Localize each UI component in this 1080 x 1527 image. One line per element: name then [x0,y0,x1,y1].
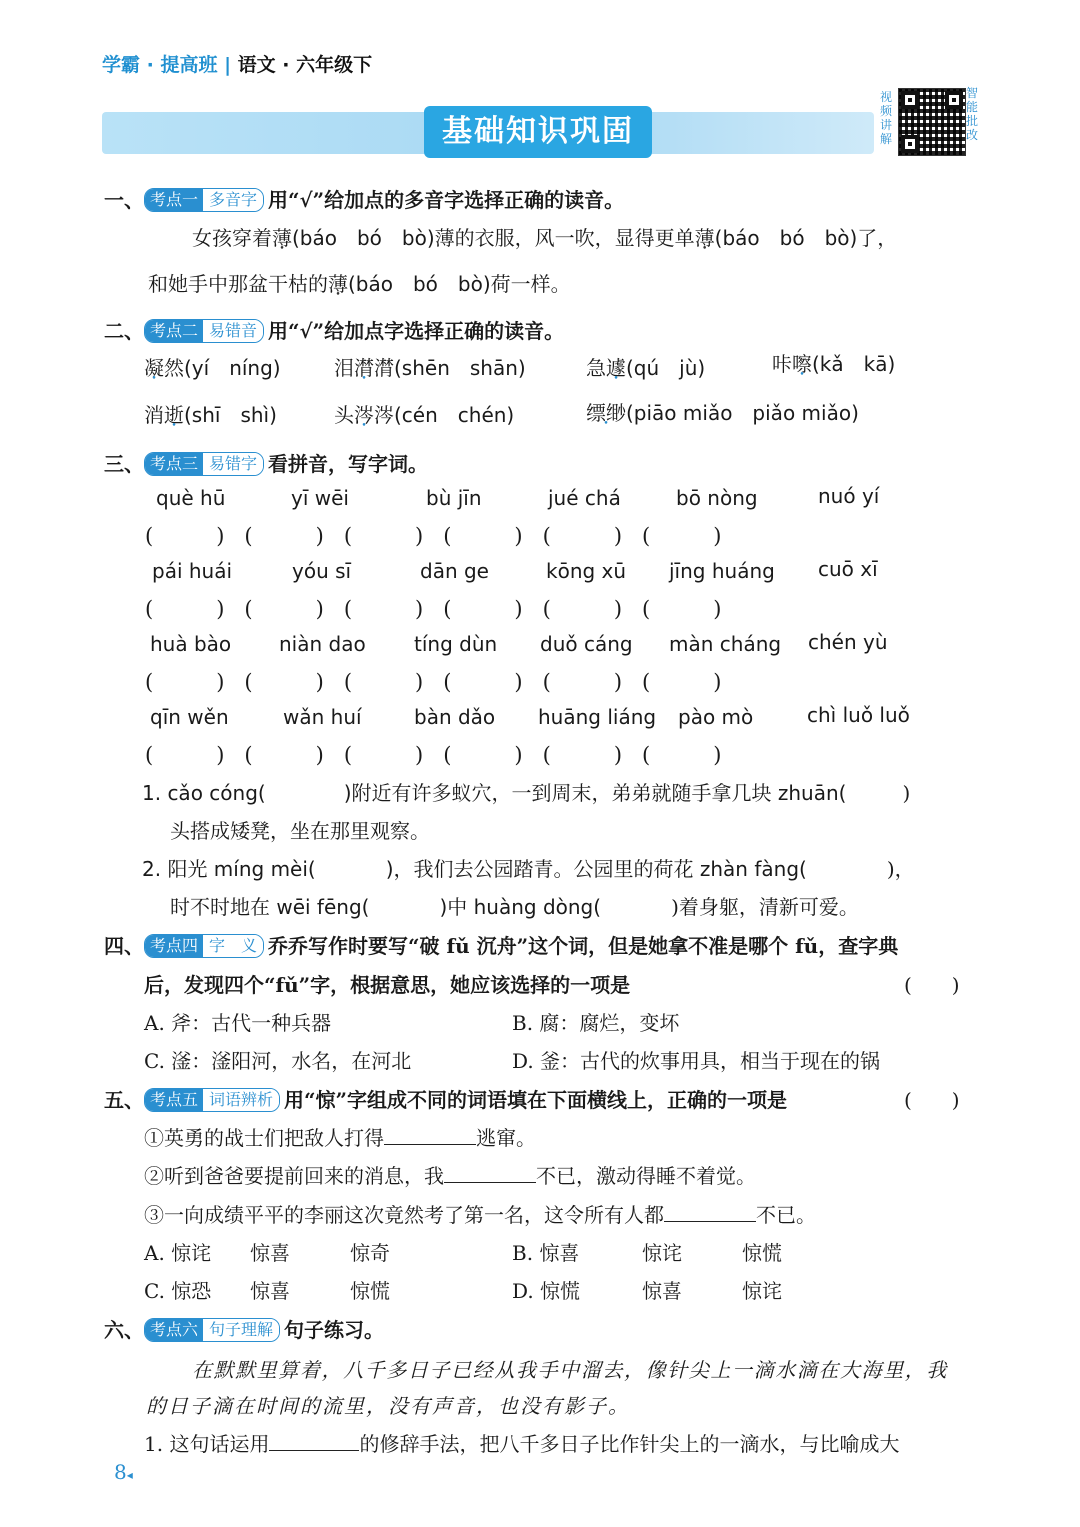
option-c-word: 惊慌 [350,1279,390,1303]
text: 时不时地在 wēi fēng( [170,895,370,919]
dotted-char: 遽 [606,356,626,380]
brand-separator: | [217,54,238,76]
q3-sentence-1-cont: 头搭成矮凳，坐在那里观察。 [170,819,430,843]
text: 不已。 [756,1203,816,1227]
text: 泪 [334,356,354,380]
question-number: 三、 [104,452,144,476]
q2-item [144,399,277,428]
dotted-char: 薄 [328,272,348,296]
text: (báo bó bò)荷一样。 [348,272,571,296]
text: 消 [144,403,164,427]
pinyin-cell: què hū [156,486,226,510]
q6-sentence-1 [144,1428,899,1457]
topic-tag [144,1318,280,1342]
answer-row[interactable]: ( ) ( ) ( ) ( ) ( ) ( ) [145,743,722,767]
question-4-prompt-cont: 后，发现四个“fǔ”字，根据意思，她应该选择的一项是 [144,973,631,997]
option-c[interactable]: C. 惊恐 [144,1279,212,1303]
answer-row[interactable]: ( ) ( ) ( ) ( ) ( ) ( ) [145,670,722,694]
q5-sentence-2 [144,1160,756,1189]
text: )附近有许多蚁穴，一到周末，弟弟就随手拿几块 zhuān( [343,781,847,805]
pinyin-cell: nuó yí [818,484,880,508]
question-5-header [104,1084,787,1114]
q2-item [334,399,514,428]
text: (qú jù) [626,356,706,380]
pinyin-cell: màn cháng [669,632,782,656]
q3-sentence-2-cont [170,891,859,920]
option-a[interactable]: A. 斧：古代一种兵器 [144,1011,332,1035]
tag-topic: 易错字 [203,453,263,475]
question-number: 二、 [104,319,144,343]
text: (báo bó bò)了， [714,226,898,250]
brand-name: 学霸 · 提高班 [102,54,218,76]
tag-topic: 字 义 [203,935,263,957]
text: (shī shì) [184,403,277,427]
section-title: 基础知识巩固 [424,106,652,158]
tag-label: 考点一 [145,189,203,211]
qr-finder [901,135,919,153]
q2-item [144,352,281,381]
pinyin-cell: huāng liáng [538,705,657,729]
tag-topic: 词语辨析 [203,1089,279,1111]
tag-label: 考点五 [145,1089,203,1111]
qr-finder [945,91,963,109]
answer-parens[interactable]: ( ) [904,1088,960,1112]
dotted-char: 逝 [164,403,184,427]
text: (kǎ kā) [812,352,896,376]
text: 1. 这句话运用 [144,1432,270,1456]
qr-caption-grading: 智能批改 [966,86,979,142]
pinyin-cell: qīn wěn [150,705,229,729]
pinyin-cell: niàn dao [279,632,366,656]
text: 1. cǎo cóng( [142,781,266,805]
qr-finder [901,91,919,109]
text: 然(yí níng) [164,356,281,380]
dotted-char: 缥缈 [586,401,626,425]
dotted-char: 潸 [354,356,374,380]
tag-topic: 多音字 [203,189,263,211]
question-1-header [104,184,624,214]
question-6-header [104,1314,384,1344]
q2-item [586,397,859,426]
tag-label: 考点二 [145,320,203,342]
topic-tag [144,319,264,343]
brand-header [102,50,372,77]
text: ③一向成绩平平的李丽这次竟然考了第一名，这令所有人都 [144,1203,664,1227]
answer-row[interactable]: ( ) ( ) ( ) ( ) ( ) ( ) [145,597,722,621]
question-number: 五、 [104,1088,144,1112]
question-prompt: 用“√”给加点字选择正确的读音。 [268,319,565,343]
topic-tag [144,188,264,212]
text: 2. 阳光 míng mèi( [142,857,316,881]
dotted-char: 薄 [694,226,715,250]
text: 咔 [772,352,792,376]
option-d-word: 惊喜 [642,1279,682,1303]
pinyin-cell: chì luǒ luǒ [807,703,910,727]
question-prompt: 用“惊”字组成不同的词语填在下面横线上，正确的一项是 [284,1088,788,1112]
fill-blank[interactable] [384,1125,476,1145]
arrow-left-icon: ◂ [126,1468,133,1482]
tag-label: 考点三 [145,453,203,475]
pinyin-cell: yóu sī [292,559,352,583]
question-prompt: 乔乔写作时要写“破 fǔ 沉舟”这个词，但是她拿不准是哪个 fǔ，查字典 [268,934,899,958]
tag-topic: 易错音 [203,320,263,342]
text: 涔(cén chén) [374,403,515,427]
page-number-value: 8 [114,1460,127,1484]
text: )，我们去公园踏青。公园里的荷花 zhàn fàng( [385,857,807,881]
text: (piāo miǎo piǎo miǎo) [626,401,859,425]
question-3-header [104,448,428,478]
q3-sentence-2 [142,853,915,882]
fill-blank[interactable] [444,1163,536,1183]
text: 逃窜。 [476,1126,536,1150]
dotted-char: 嚓 [792,352,812,376]
pinyin-cell: jīng huáng [669,559,775,583]
text: (báo bó bò)薄的衣服，风一吹，显得更单 [292,226,695,250]
text: ②听到爸爸要提前回来的消息，我 [144,1164,444,1188]
page-number [114,1460,133,1484]
pinyin-cell: bàn dǎo [414,705,496,729]
question-number: 一、 [104,188,144,212]
pinyin-cell: bù jīn [426,486,482,510]
text: 和她手中那盆干枯的 [148,272,328,296]
text: 潸(shēn shān) [374,356,526,380]
question-number: 六、 [104,1318,144,1342]
text: 女孩穿着 [192,226,272,250]
option-a[interactable]: A. 惊诧 [144,1241,212,1265]
option-c[interactable]: C. 滏：滏阳河，水名，在河北 [144,1049,412,1073]
q1-line-1 [192,222,897,251]
option-a-word: 惊奇 [350,1241,390,1265]
pinyin-cell: yī wēi [291,486,349,510]
pinyin-cell: huà bào [150,632,232,656]
q5-sentence-3 [144,1199,816,1228]
option-a-word: 惊喜 [250,1241,290,1265]
text: )中 huàng dòng( [439,895,602,919]
question-4-header [104,930,898,960]
option-b-word: 惊诧 [642,1241,682,1265]
text: )着身躯，清新可爱。 [671,895,859,919]
option-d[interactable]: D. 惊慌 [512,1279,581,1303]
text: ) [902,781,911,805]
q1-line-2 [148,268,571,297]
text: 的修辞手法，把八千多日子比作针尖上的一滴水，与比喻成大 [359,1432,900,1456]
text: ①英勇的战士们把敌人打得 [144,1126,384,1150]
pinyin-cell: chén yù [808,630,888,654]
pinyin-cell: dān ge [420,559,489,583]
q2-item [334,352,526,381]
answer-row[interactable]: ( ) ( ) ( ) ( ) ( ) ( ) [145,524,722,548]
pinyin-cell: pái huái [152,559,233,583]
option-b[interactable]: B. 惊喜 [512,1241,580,1265]
pinyin-cell: wǎn huí [283,705,362,729]
q2-item [772,348,895,377]
text: 急 [586,356,606,380]
topic-tag [144,452,264,476]
q3-sentence-1 [142,777,910,806]
question-prompt: 看拼音，写字词。 [268,452,429,476]
question-2-header [104,315,564,345]
pinyin-cell: pào mò [678,705,754,729]
option-b-word: 惊慌 [742,1241,782,1265]
text: )， [886,857,915,881]
text: 不已，激动得睡不着觉。 [536,1164,756,1188]
tag-label: 考点六 [145,1319,203,1341]
option-b[interactable]: B. 腐：腐烂，变坏 [512,1011,680,1035]
quote-line-1: 在默默里算着，八千多日子已经从我手中溜去，像针尖上一滴水滴在大海里，我 [192,1358,948,1382]
tag-topic: 句子理解 [203,1319,279,1341]
topic-tag [144,1088,280,1112]
dotted-char: 凝 [144,356,164,380]
dotted-char: 薄 [272,226,292,250]
tag-label: 考点四 [145,935,203,957]
pinyin-cell: cuō xī [818,557,878,581]
answer-parens[interactable]: ( ) [904,973,960,997]
subject-label: 语文 · 六年级下 [237,54,373,76]
question-number: 四、 [104,934,144,958]
option-c-word: 惊喜 [250,1279,290,1303]
question-prompt: 用“√”给加点的多音字选择正确的读音。 [268,188,625,212]
fill-blank[interactable] [269,1431,359,1451]
pinyin-cell: jué chá [548,486,621,510]
q5-sentence-1 [144,1122,536,1151]
q2-item [586,352,705,381]
option-d[interactable]: D. 釜：古代的炊事用具，相当于现在的锅 [512,1049,881,1073]
topic-tag [144,934,264,958]
option-d-word: 惊诧 [742,1279,782,1303]
qr-code-icon[interactable] [898,88,966,156]
qr-caption-video: 视频讲解 [880,90,893,146]
question-prompt: 句子练习。 [284,1318,385,1342]
quote-line-2: 的日子滴在时间的流里，没有声音，也没有影子。 [146,1394,630,1418]
pinyin-cell: tíng dùn [414,632,498,656]
dotted-char: 涔 [354,403,374,427]
text: 头 [334,403,354,427]
pinyin-cell: kōng xū [546,559,627,583]
fill-blank[interactable] [664,1202,756,1222]
pinyin-cell: duǒ cáng [540,632,633,656]
pinyin-cell: bō nòng [676,486,758,510]
